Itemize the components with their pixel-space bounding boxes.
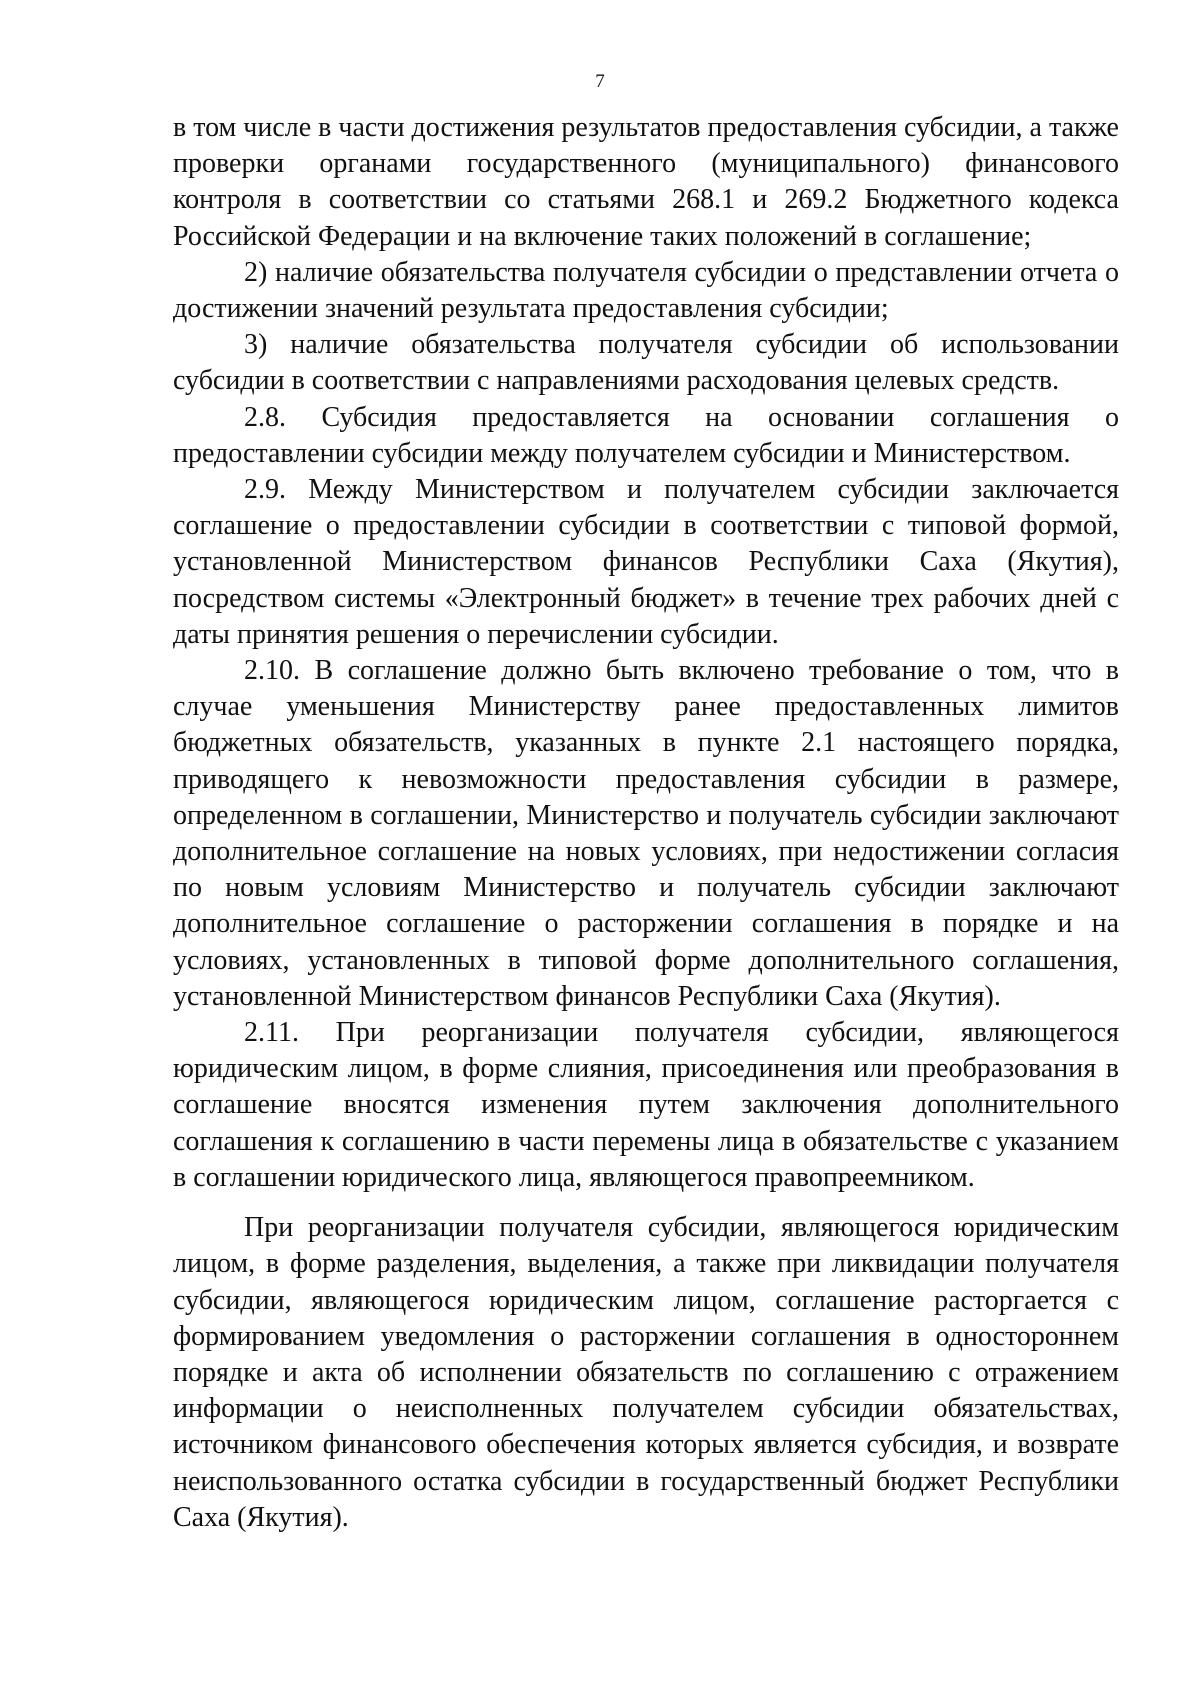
- paragraph-2-8: 2.8. Субсидия предоставляется на основании соглашения о предоставлении субсидии между получателем субсидии и Министерством.: [173, 401, 1119, 469]
- paragraph-2-10: 2.10. В соглашение должно быть включено требование о том, что в случае уменьшения Министерству ранее предоставленных лимитов бюджетных обязательств, указанных в пункте 2.1 настоящего порядка, приводящего к невозможности предоставления субсидии в размере, определенном в соглашении, Министерство и получатель субсидии заключают дополнительное соглашение на новых условиях, при недостижении согласия по новым условиям Министерство и получатель субсидии заключают дополнительное соглашение о расторжении соглашения в порядке и на условиях, установленных в типовой форме дополнительного соглашения, установленной Министерством финансов Республики Саха (Якутия).: [173, 655, 1119, 1012]
- document-body: [173, 110, 1119, 1536]
- page-number: 7: [595, 71, 605, 92]
- paragraph-continuation: в том числе в части достижения результатов предоставления субсидии, а также проверки органами государственного (муниципального) финансового контроля в соответствии со статьями 268.1 и 269.2 Бюджетного кодекса Российской Федерации и на включение таких положений в соглашение;: [173, 112, 1119, 252]
- paragraph-item-3: 3) наличие обязательства получателя субсидии об использовании субсидии в соответствии с направлениями расходования целевых средств.: [173, 329, 1119, 397]
- paragraph-2-11: 2.11. При реорганизации получателя субсидии, являющегося юридическим лицом, в форме слияния, присоединения или преобразования в соглашение вносятся изменения путем заключения дополнительного соглашения к соглашению в части перемены лица в обязательстве с указанием в соглашении юридического лица, являющегося правопреемником.: [173, 1017, 1119, 1193]
- paragraph-reorganization: При реорганизации получателя субсидии, являющегося юридическим лицом, в форме разделения, выделения, а также при ликвидации получателя субсидии, являющегося юридическим лицом, соглашение расторгается с формированием уведомления о расторжении соглашения в одностороннем порядке и акта об исполнении обязательств по соглашению с отражением информации о неисполненных получателем субсидии обязательствах, источником финансового обеспечения которых является субсидия, и возврате неиспользованного остатка субсидии в государственный бюджет Республики Саха (Якутия).: [173, 1212, 1119, 1533]
- paragraph-item-2: 2) наличие обязательства получателя субсидии о представлении отчета о достижении значений результата предоставления субсидии;: [173, 256, 1119, 325]
- paragraph-2-9: 2.9. Между Министерством и получателем субсидии заключается соглашение о предоставлении субсидии в соответствии с типовой формой, установленной Министерством финансов Республики Саха (Якутия), посредством системы «Электронный бюджет» в течение трех рабочих дней с даты принятия решения о перечислении субсидии.: [173, 474, 1119, 650]
